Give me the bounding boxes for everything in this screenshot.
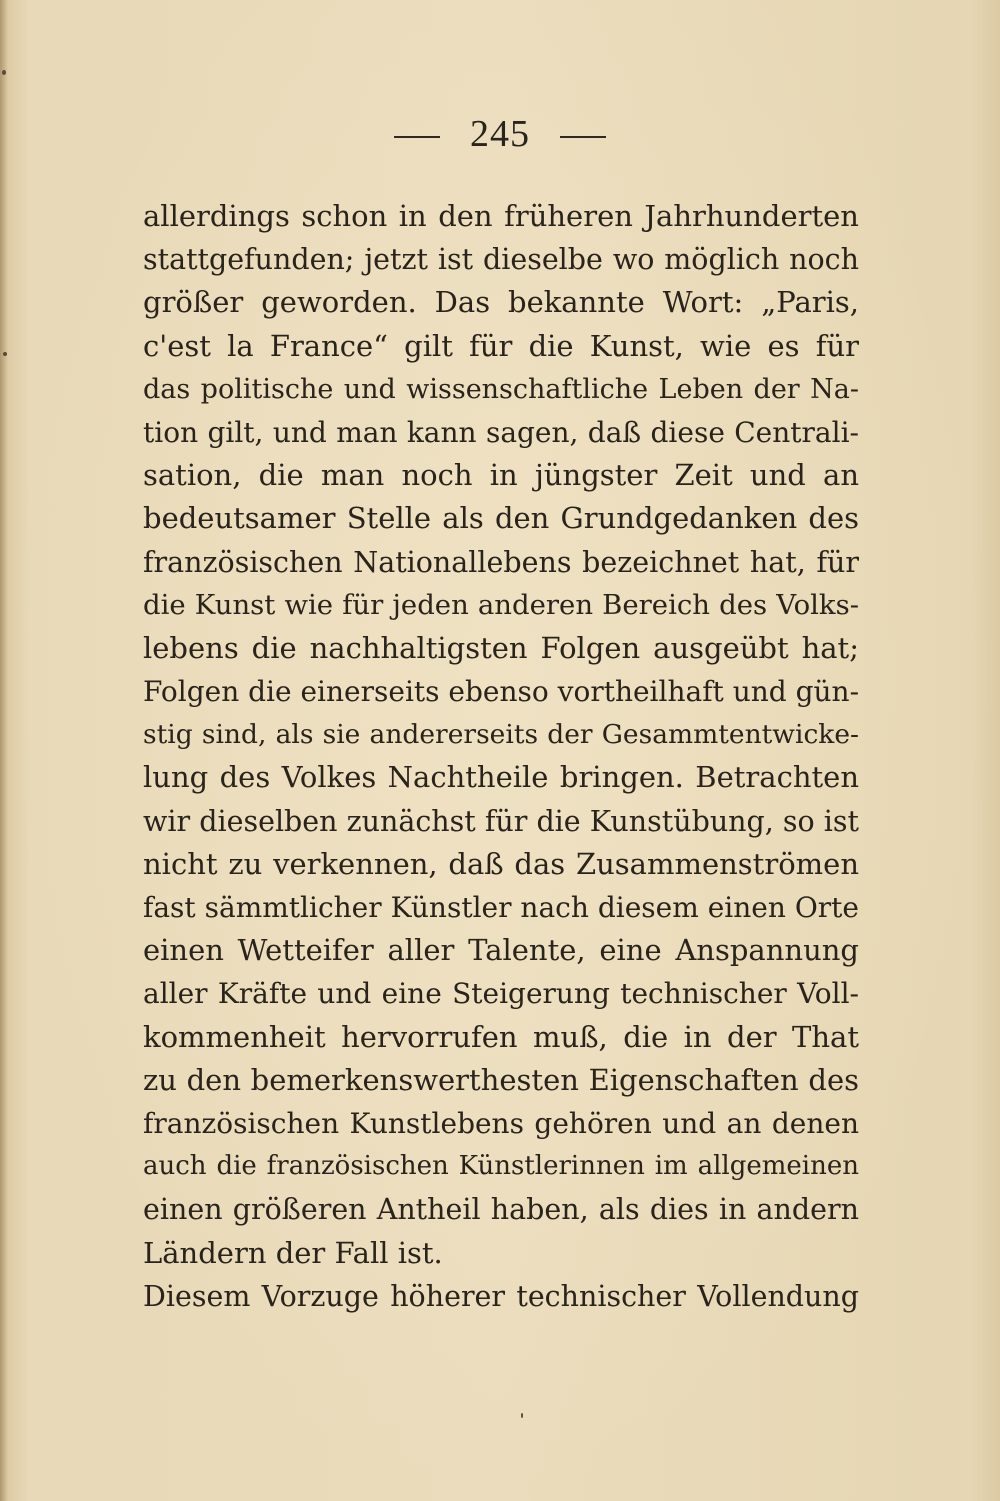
text-line: stig sind, als sie andererseits der Gesammtentwicke-	[143, 719, 859, 751]
text-line: einen Wetteifer aller Talente, eine Anspannung	[143, 933, 859, 968]
header-dash-left	[394, 136, 440, 138]
text-line: einen größeren Antheil haben, als dies in andern	[143, 1193, 859, 1227]
text-line: die Kunst wie für jeden anderen Bereich des Volks-	[143, 588, 859, 621]
text-line: allerdings schon in den früheren Jahrhunderten	[143, 199, 859, 233]
text-line: französischen Nationallebens bezeichnet hat, für	[143, 545, 859, 579]
text-line: zu den bemerkenswerthesten Eigenschaften des	[143, 1062, 859, 1097]
text-line: wir dieselben zunächst für die Kunstübung, so ist	[143, 804, 859, 838]
text-line: sation, die man noch in jüngster Zeit und an	[143, 458, 859, 493]
text-line: stattgefunden; jetzt ist dieselbe wo möglich noch	[143, 243, 859, 277]
text-line: französischen Kunstlebens gehören und an denen	[143, 1106, 859, 1140]
paragraph-end-line: Ländern der Fall ist.	[143, 1235, 443, 1270]
paper-speck	[3, 352, 7, 356]
text-line: größer geworden. Das bekannte Wort: „Paris,	[143, 285, 859, 320]
paper-speck	[2, 70, 6, 75]
text-line: bedeutsamer Stelle als den Grundgedanken des	[143, 501, 859, 536]
text-line: lung des Volkes Nachtheile bringen. Betrachten	[143, 760, 859, 795]
text-line: Diesem Vorzuge höherer technischer Vollendung	[143, 1279, 859, 1313]
text-line: nicht zu verkennen, daß das Zusammenströmen	[143, 846, 859, 881]
text-line: kommenheit hervorrufen muß, die in der That	[143, 1019, 859, 1054]
header-dash-right	[560, 136, 606, 138]
text-line: fast sämmtlicher Künstler nach diesem einen Orte	[143, 891, 859, 924]
text-line: Folgen die einerseits ebenso vortheilhaft und gün-	[143, 675, 859, 709]
body-text	[143, 195, 859, 1318]
text-line: c'est la France“ gilt für die Kunst, wie es für	[143, 328, 859, 363]
page-number: 245	[470, 113, 530, 155]
paper-speck	[521, 1413, 523, 1418]
page-edge-shadow	[0, 0, 8, 1501]
text-line: aller Kräfte und eine Steigerung technischer Voll-	[143, 977, 859, 1011]
text-line: lebens die nachhaltigsten Folgen ausgeübt hat;	[143, 630, 859, 665]
text-line: das politische und wissenschaftliche Leben der Na-	[143, 373, 859, 405]
text-line: auch die französischen Künstlerinnen im allgemeinen	[143, 1151, 859, 1182]
page-header	[0, 112, 1000, 156]
text-line: tion gilt, und man kann sagen, daß diese Centrali-	[143, 415, 859, 449]
